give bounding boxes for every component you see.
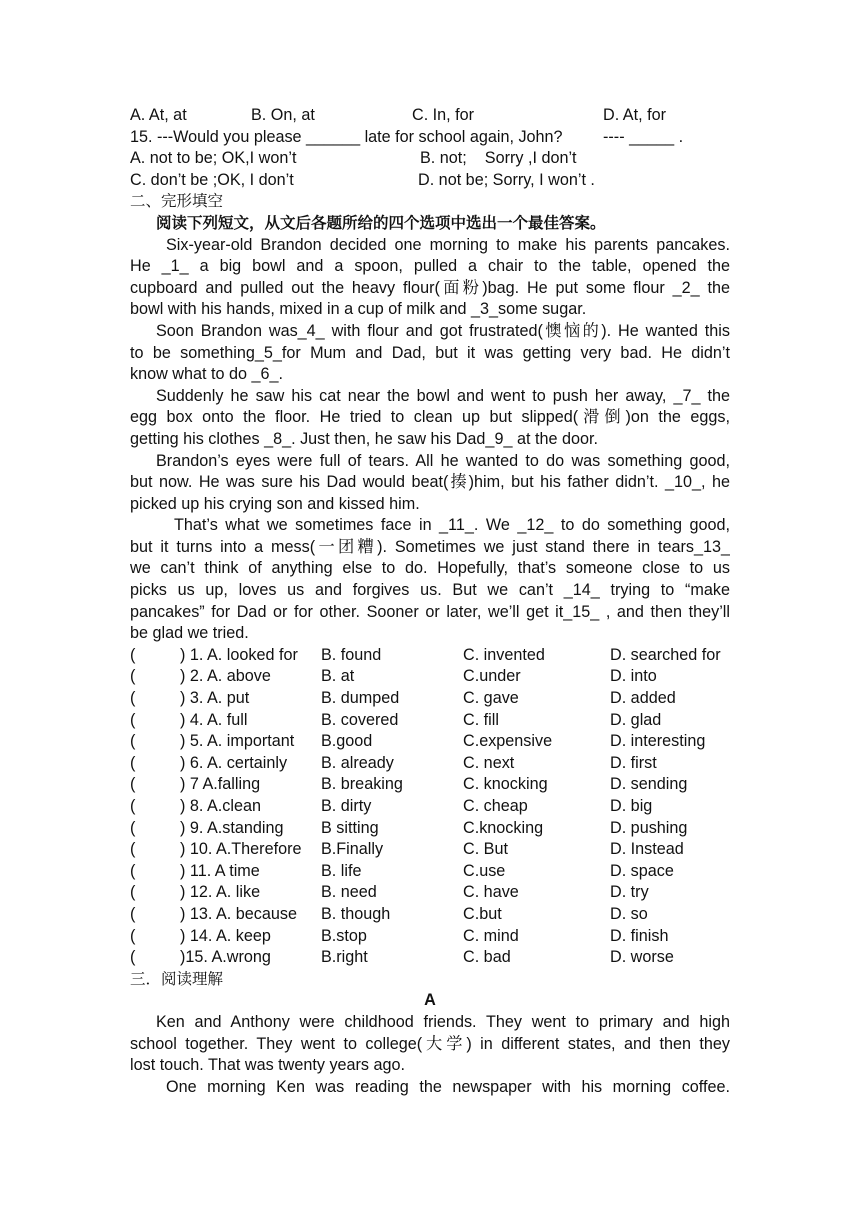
answer-bracket[interactable]: ( — [130, 689, 136, 708]
answer-bracket[interactable]: ( — [130, 948, 136, 967]
answer-bracket[interactable]: ( — [130, 753, 136, 772]
cloze-passage — [130, 235, 730, 645]
question-row — [130, 861, 730, 883]
answer-bracket[interactable]: ( — [130, 926, 136, 945]
option-c: C. gave — [463, 689, 519, 708]
passage-line: picked up his crying son and kissed him. — [130, 494, 420, 513]
q15-options-row1 — [130, 148, 730, 170]
option-d: D. so — [610, 904, 648, 923]
section-instruction: 阅读下列短文，从文后各题所给的四个选项中选出一个最佳答案。 — [156, 213, 606, 232]
passage-line: picks us up, loves us and forgives us. But we can’t _14_ trying to “make — [130, 581, 730, 600]
option-c: C. invented — [463, 645, 545, 664]
answer-bracket[interactable]: ( — [130, 645, 136, 664]
option-b: B.Finally — [321, 840, 384, 859]
question-row — [130, 710, 730, 732]
option-a: )15. A.wrong — [180, 948, 271, 967]
option-d: D. worse — [610, 948, 674, 967]
passage-line: but now. He was sure his Dad would beat(揍)him, but his father didn’t. _10_, he — [130, 473, 730, 492]
answer-bracket[interactable]: ( — [130, 883, 136, 902]
question-row — [130, 645, 730, 667]
option-a: ) 6. A. certainly — [180, 753, 288, 772]
answer-bracket[interactable]: ( — [130, 732, 136, 751]
option-c: C.knocking — [463, 818, 544, 837]
passage-label: A — [424, 991, 436, 1010]
option-b: B. life — [321, 861, 362, 880]
option-b: B. need — [321, 883, 377, 902]
passage-line: lost touch. That was twenty years ago. — [130, 1056, 406, 1075]
option-b: B. already — [321, 753, 394, 772]
option-d: D. space — [610, 861, 674, 880]
question-row — [130, 796, 730, 818]
question-row — [130, 731, 730, 753]
passage-line: pancakes” for Dad or for other. Sooner or later, we’ll get it_15_ , and then they’ll — [130, 602, 730, 621]
option-b: B. breaking — [321, 775, 403, 794]
answer-bracket[interactable]: ( — [130, 861, 136, 880]
passage-line: Suddenly he saw his cat near the bowl and went to push her away, _7_ the — [156, 386, 730, 405]
passage-line: Six-year-old Brandon decided one morning to make his parents pancakes. — [166, 235, 730, 254]
passage-line: know what to do _6_. — [130, 365, 283, 384]
option-d: D. first — [610, 753, 657, 772]
option-b: B sitting — [321, 818, 379, 837]
option-c: C.expensive — [463, 732, 553, 751]
option-a: ) 7 A.falling — [180, 775, 261, 794]
option-a: ) 12. A. like — [180, 883, 261, 902]
option-d: D. not be; Sorry, I won’t . — [418, 170, 595, 189]
option-a: ) 9. A.standing — [180, 818, 284, 837]
question-row — [130, 947, 730, 969]
option-b: B. at — [321, 667, 355, 686]
option-a: ) 2. A. above — [180, 667, 271, 686]
option-a: ) 13. A. because — [180, 904, 297, 923]
question-row — [130, 666, 730, 688]
answer-bracket[interactable]: ( — [130, 840, 136, 859]
option-d: D. into — [610, 667, 657, 686]
option-d: D. Instead — [610, 840, 684, 859]
answer-bracket[interactable]: ( — [130, 667, 136, 686]
option-b: B. dumped — [321, 689, 400, 708]
answer-bracket[interactable]: ( — [130, 775, 136, 794]
option-c: C. don’t be ;OK, I don’t — [130, 170, 294, 189]
answer-bracket[interactable]: ( — [130, 818, 136, 837]
option-c: C. next — [463, 753, 515, 772]
option-c: C. fill — [463, 710, 499, 729]
passage-line: Ken and Anthony were childhood friends. They went to primary and high — [156, 1012, 730, 1031]
option-c: C. In, for — [412, 106, 475, 124]
question-row — [130, 818, 730, 840]
question-row — [130, 688, 730, 710]
option-c: C. cheap — [463, 797, 528, 815]
passage-line: egg box onto the floor. He tried to clean up but slipped(滑倒)on the eggs, — [130, 408, 730, 427]
passage-line: cupboard and pulled out the heavy flour(面粉)bag. He put some flour _2_ the — [130, 278, 730, 297]
option-a: ) 4. A. full — [180, 710, 248, 729]
passage-line: we can’t think of anything else to do. Hopefully, that’s someone close to us — [130, 559, 730, 578]
passage-line: but it turns into a mess(一团糟). Sometimes we just stand there in tears_13_ — [130, 537, 730, 556]
section-title: 三．阅读理解 — [130, 969, 224, 988]
option-a: ) 3. A. put — [180, 689, 250, 708]
cloze-questions — [130, 645, 730, 969]
option-b: B. found — [321, 645, 382, 664]
option-d: D. searched for — [610, 645, 721, 664]
option-a: ) 14. A. keep — [180, 926, 271, 945]
option-d: D. At, for — [603, 106, 666, 124]
passage-line: bowl with his hands, mixed in a cup of milk and _3_some sugar. — [130, 300, 587, 319]
option-c: C.under — [463, 667, 521, 686]
passage-line: be glad we tried. — [130, 624, 249, 643]
option-c: C. mind — [463, 926, 519, 945]
question-row — [130, 753, 730, 775]
answer-bracket[interactable]: ( — [130, 797, 136, 815]
question-row — [130, 774, 730, 796]
question-row — [130, 839, 730, 861]
option-a: ) 1. A. looked for — [180, 645, 298, 664]
option-b: B.good — [321, 732, 373, 751]
question-row — [130, 882, 730, 904]
option-a: ) 10. A.Therefore — [180, 840, 302, 859]
question-row — [130, 926, 730, 948]
q15-options-row2 — [130, 170, 730, 192]
q15-stem: 15. ---Would you please ______ late for school again, John? ---- _____ . — [130, 127, 684, 146]
option-c: C. knocking — [463, 775, 548, 794]
q14-options — [130, 105, 730, 127]
option-a: ) 8. A.clean — [180, 797, 261, 815]
reading-passage — [130, 1012, 730, 1098]
section-title: 二、完形填空 — [130, 192, 224, 211]
passage-line: He _1_ a big bowl and a spoon, pulled a chair to the table, opened the — [130, 257, 730, 276]
passage-line: Brandon’s eyes were full of tears. All he wanted to do was something good, — [156, 451, 730, 470]
option-d: D. added — [610, 689, 676, 708]
option-d: D. glad — [610, 710, 662, 729]
option-b: B.stop — [321, 926, 367, 945]
option-a: A. not to be; OK,I won’t — [130, 149, 297, 168]
option-c: C. have — [463, 883, 519, 902]
passage-line: to be something_5_for Mum and Dad, but it was getting very bad. He didn’t — [130, 343, 730, 362]
option-a: A. At, at — [130, 106, 187, 124]
option-b: B. covered — [321, 710, 399, 729]
option-b: B. though — [321, 904, 391, 923]
question-row — [130, 904, 730, 926]
option-a: ) 5. A. important — [180, 732, 295, 751]
worksheet-page — [130, 105, 730, 1098]
option-a: ) 11. A time — [180, 861, 260, 880]
passage-line: That’s what we sometimes face in _11_. We _12_ to do something good, — [174, 516, 730, 535]
passage-line: school together. They went to college(大学) in different states, and then they — [130, 1034, 730, 1053]
option-b: B. not; Sorry ,I don’t — [420, 149, 577, 168]
answer-bracket[interactable]: ( — [130, 710, 136, 729]
option-d: D. interesting — [610, 732, 706, 751]
option-d: D. big — [610, 797, 653, 815]
option-d: D. pushing — [610, 818, 688, 837]
passage-line: getting his clothes _8_. Just then, he saw his Dad_9_ at the door. — [130, 429, 598, 448]
option-c: C. bad — [463, 948, 511, 967]
option-d: D. finish — [610, 926, 669, 945]
answer-bracket[interactable]: ( — [130, 904, 136, 923]
option-c: C. But — [463, 840, 508, 859]
option-d: D. try — [610, 883, 649, 902]
option-d: D. sending — [610, 775, 688, 794]
passage-line: One morning Ken was reading the newspaper with his morning coffee. — [166, 1077, 730, 1096]
option-c: C.but — [463, 904, 502, 923]
option-b: B.right — [321, 948, 368, 967]
option-b: B. On, at — [251, 106, 315, 124]
option-c: C.use — [463, 861, 506, 880]
option-b: B. dirty — [321, 797, 372, 815]
passage-line: Soon Brandon was_4_ with flour and got frustrated(懊恼的). He wanted this — [156, 321, 730, 340]
